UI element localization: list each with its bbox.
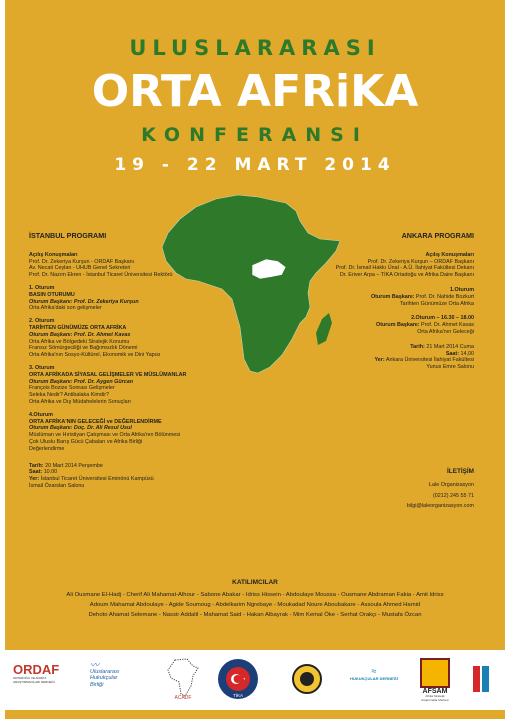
participants-block [5, 578, 505, 620]
sponsor-logos [5, 650, 505, 710]
ankara-session2-number: 2.Oturum – 16.30 – 18.00 [411, 315, 474, 322]
hh-logo-icon [471, 660, 493, 696]
ankara-program [288, 233, 474, 377]
ankara-session1-chair: Prof. Dr. Nahide Bozkurt [415, 293, 474, 300]
tika-logo-text: TİKA [232, 693, 244, 698]
istanbul-session2-line: Orta Afrika ve Bölgedeki Stratejik Konumu [29, 338, 130, 345]
ankara-session1-line: Tarihten Günümüze Orta Afrika [399, 300, 474, 307]
ankara-opening-line: Dr. Eriver Arpa – TİKA Ortadoğu ve Afrika Daire Başkanı [339, 272, 474, 279]
afsam-logo [409, 658, 461, 702]
ordaf-logo [13, 662, 65, 684]
istanbul-venue-label: Yer: [29, 476, 40, 483]
ankara-opening-line: Prof. Dr. Zekeriya Kurşun – ORDAF Başkanı [367, 258, 474, 265]
istanbul-session3-line: Orta Afrika ve Dış Müdahelelerin Sonuçları [29, 398, 131, 405]
ankara-venue: Ankara Üniversitesi İlahiyat Fakültesi [385, 357, 474, 364]
istanbul-session4-line: Değerlendirme [29, 445, 65, 452]
istanbul-session4-chair: Oturum Başkanı: Doç. Dr. Ali Resul Usul [29, 425, 132, 432]
contact-block [335, 469, 474, 510]
conference-dates: 19 - 22 MART 2014 [114, 155, 396, 175]
ankara-session1-chair-label: Oturum Başkanı: [370, 293, 415, 300]
istanbul-session2-line: Fransız Sömürgeciliği ve Bağımsızlık Dönemi [29, 345, 138, 352]
istanbul-time-label: Saat: [29, 469, 43, 476]
ankara-date: 21 Mart 2014 Cuma [426, 343, 474, 350]
acadf-africa-logo-icon [165, 656, 201, 700]
istanbul-session4-title: ORTA AFRİKA'NIN GELECEĞİ ve DEĞERLENDİRME [29, 418, 162, 425]
ordaf-logo-text: ORDAF [13, 662, 60, 677]
ankara-time-label: Saat: [445, 350, 459, 357]
ankara-opening-title: Açılış Konuşmaları [425, 251, 474, 258]
istanbul-session3-line: François Bozize Sonrası Gelişmeler [29, 385, 115, 392]
ankara-opening-line: Prof. Dr. İsmail Hakkı Ünal - A.Ü. İlahiyat Fakültesi Dekanı [335, 265, 474, 272]
istanbul-session3-title: ORTA AFRİKADA SİYASAL GELİŞMELER VE MÜSLÜMANLAR [29, 371, 187, 378]
svg-text:ACADF: ACADF [174, 695, 192, 700]
istanbul-session3-number: 3. Oturum [29, 364, 55, 371]
istanbul-venue-hall: İsmail Özarslan Salonu [29, 482, 85, 489]
istanbul-program [29, 233, 244, 496]
uhub-logo-text: Hukukçular [90, 675, 118, 681]
ankara-session2-chair-label: Oturum Başkanı: [376, 322, 420, 329]
istanbul-opening-title: Açılış Konuşmaları [29, 251, 78, 258]
istanbul-session2-chair: Oturum Başkanı: Prof. Dr. Ahmet Kavas [29, 331, 131, 338]
institution-seal-icon [292, 664, 322, 694]
ordaf-logo-subtitle: ORTADOĞU VE AFRİKA ARAŞTIRMACILARI DERNEĞİ [13, 676, 55, 684]
title-central-africa: ORTA AFRiKA [91, 66, 419, 117]
istanbul-session1-title: BASIN OTURUMU [29, 291, 75, 298]
ankara-program-title: ANKARA PROGRAMI [401, 231, 474, 240]
afsam-logo-subtitle: Afrika Stratejik [425, 694, 445, 698]
hukukcular-logo-text: HUKUKÇULAR DERNEĞİ [350, 676, 398, 681]
istanbul-opening-line: Prof. Dr. Zekeriya Kurşun - ORDAF Başkanı [29, 258, 135, 265]
ankara-date-label: Tarih: [410, 343, 425, 350]
participants-title: KATILIMCILAR [232, 579, 278, 586]
istanbul-session1-line: Orta Afrika'daki son gelişmeler [29, 305, 102, 312]
istanbul-session4-number: 4.Oturum [29, 411, 53, 418]
hukukcular-wave-icon: ≈ [371, 666, 377, 676]
uhub-logo-text: Uluslararası [90, 668, 120, 675]
istanbul-time: 10.00 [43, 469, 58, 476]
conference-poster [5, 0, 505, 719]
title-international: ULUSLARARASI [129, 36, 381, 60]
istanbul-date: 20 Mart 2014 Perşembe [45, 462, 103, 469]
contact-title: İLETİŞİM [447, 468, 474, 475]
istanbul-session1-number: 1. Oturum [29, 284, 55, 291]
afsam-logo-subtitle: Araştırmalar Merkezi [421, 697, 449, 702]
istanbul-opening-line: Av. Necati Ceylan - UHUB Genel Sekreteri [29, 265, 131, 272]
ankara-session2-chair: Prof. Dr. Ahmet Kavas [420, 322, 474, 329]
ankara-venue-label: Yer: [374, 357, 385, 364]
istanbul-session2-number: 2. Oturum [29, 318, 55, 325]
istanbul-session4-line: Müslüman ve Hıristiyan Çatışması ve Orta Afrika'nın Bölünmesi [29, 432, 181, 439]
afsam-africa-icon [420, 658, 450, 688]
istanbul-session3-line: Seleka Nedir? Antibalaka Kimdir? [29, 392, 110, 399]
istanbul-venue: İstanbul Ticaret Üniversitesi Eminönü Kampüsü [40, 476, 154, 483]
istanbul-opening-line: Prof. Dr. Nazım Ekren - İstanbul Ticaret Üniversitesi Rektörü [29, 272, 173, 279]
uhub-logo-text: Birliği [90, 681, 104, 688]
istanbul-session1-chair: Oturum Başkanı: Prof. Dr. Zekeriya Kurşun [29, 298, 139, 305]
ankara-venue-hall: Yunus Emre Salonu [426, 364, 474, 371]
contact-phone: (0212) 245 55 71 [432, 492, 474, 499]
ankara-session2-line: Orta Afrika'nın Geleceği [417, 328, 474, 335]
istanbul-date-label: Tarih: [29, 462, 44, 469]
tika-logo-icon [217, 658, 259, 700]
uhub-swoosh-icon: 〰 [90, 660, 100, 670]
contact-email[interactable]: bilgi@laleorganizasyon.com [406, 503, 474, 510]
istanbul-session3-chair: Oturum Başkanı: Prof. Dr. Aygen Gürcan [29, 378, 134, 385]
participants-line: Adoum Mahamat Abdoulaye - Agide Soumoug - Abdelkarim Ngrebaye - Moukadad Noure Aboubakare - Assoula Ahmed Hamid [89, 602, 421, 608]
uhub-logo [90, 662, 146, 688]
contact-org: Lale Organizasyon [429, 481, 474, 488]
istanbul-session2-line: Orta Afrika'nın Sosyo-Kültürel, Ekonomik ve Dini Yapısı [29, 352, 161, 359]
afsam-logo-text: AFSAM [422, 688, 448, 695]
participants-line: Ali Ousmane El-Hadj - Cherif Ali Mahamat-Alhour - Sabone Abakar - Idriss Hissein - Abdoulaye Moussa - Ousmane Abdraman Fakia - Amit Idriss [66, 592, 444, 598]
istanbul-session4-line: Çok Uluslu Barış Gücü Çabaları ve Afrika Birliği [29, 438, 143, 445]
ankara-time: 14,00 [460, 350, 474, 357]
participants-line: Dehoto Ahamat Selemane - Nassir Addalil - Mahamat Said - Hakan Albayrak - Mim Kemal Öke - Serhat Orakçı - Mustafa Özcan [88, 612, 422, 618]
hukukcular-dernegi-logo [345, 666, 403, 681]
istanbul-session2-title: TARİHTEN GÜNÜMÜZE ORTA AFRİKA [29, 324, 127, 331]
ankara-session1-number: 1.Oturum [450, 286, 474, 293]
istanbul-program-title: İSTANBUL PROGRAMI [29, 231, 107, 240]
title-conference: KONFERANSI [141, 124, 369, 146]
